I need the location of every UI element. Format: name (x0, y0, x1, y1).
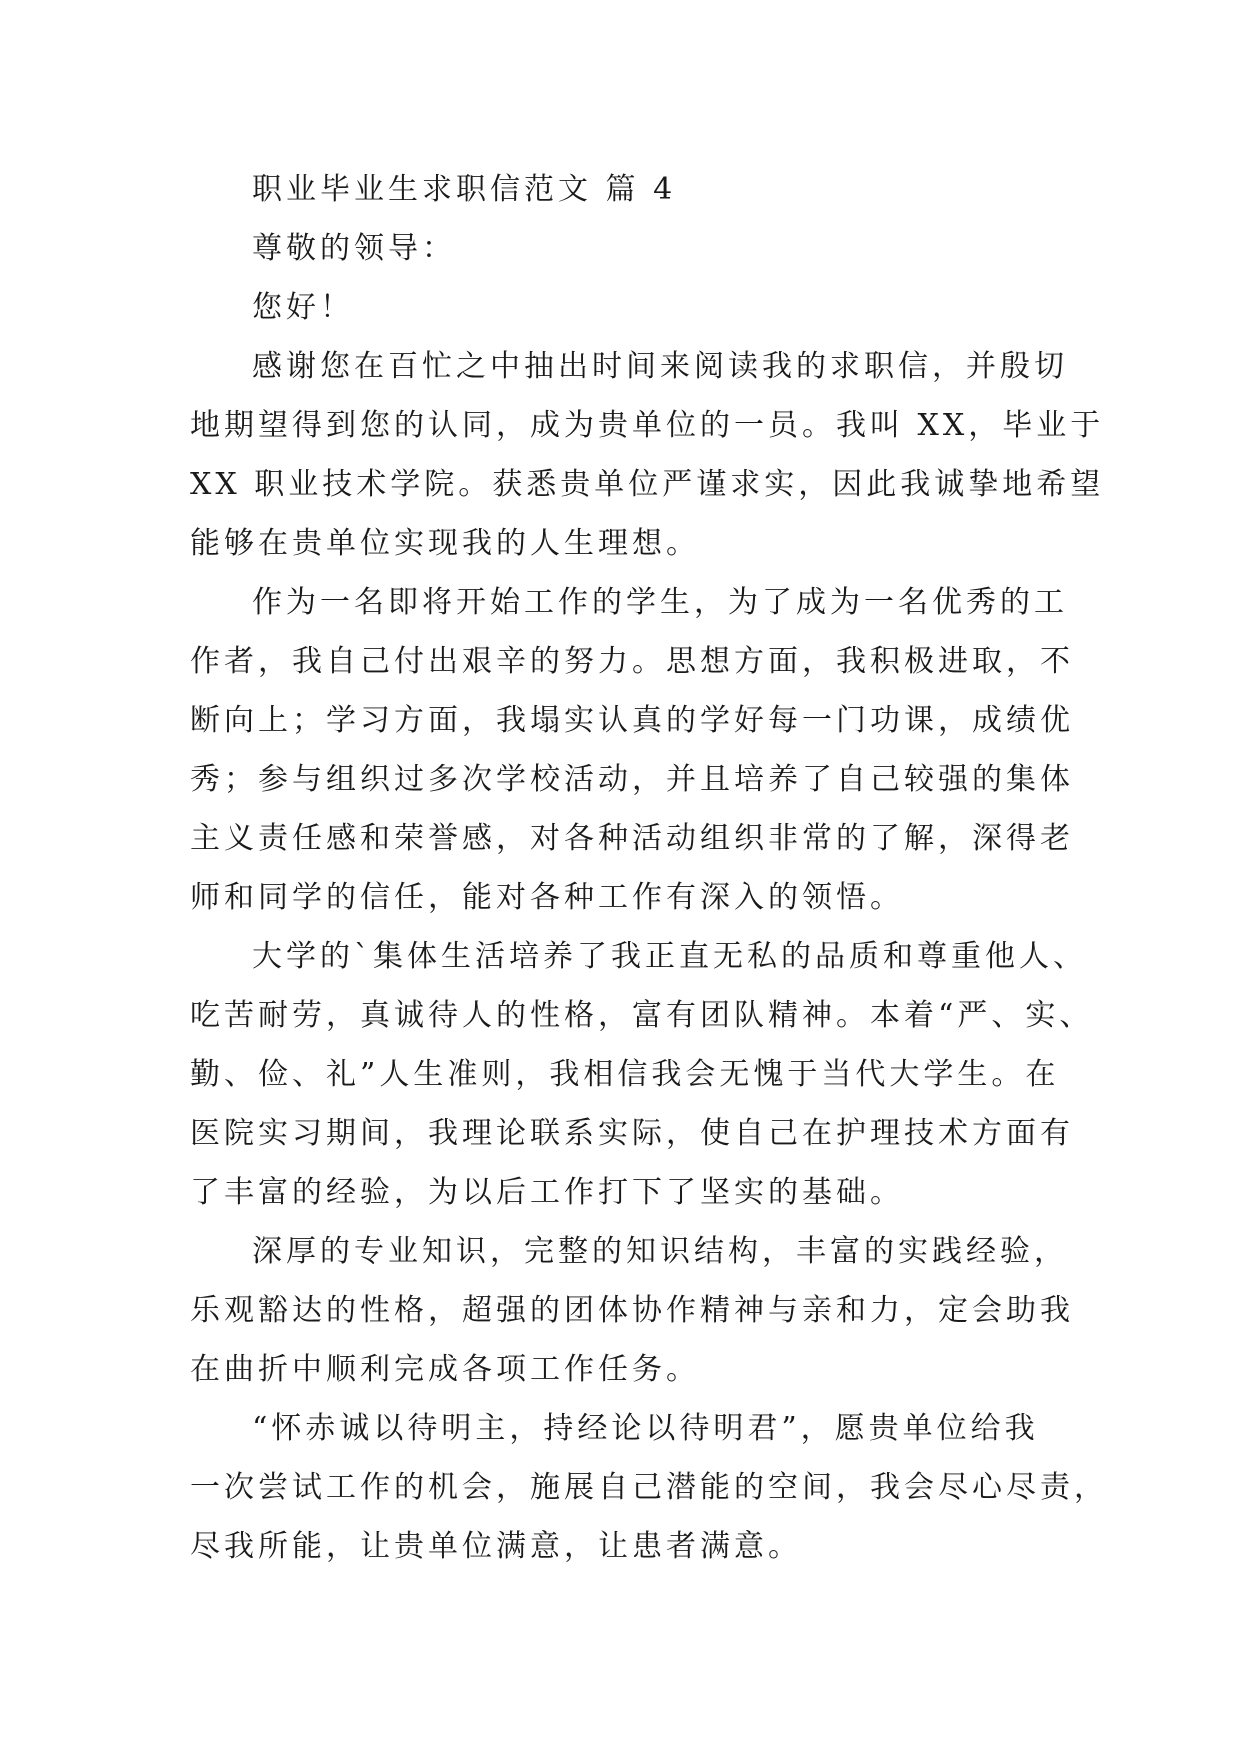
paragraph-line: 吃苦耐劳，真诚待人的性格，富有团队精神。本着“严、实、 (190, 998, 1094, 1033)
paragraph-4 (190, 1222, 1074, 1399)
paragraph-line: 作为一名即将开始工作的学生，为了成为一名优秀的工 (252, 585, 1068, 620)
greeting: 您好！ (252, 290, 354, 325)
paragraph-line: 了丰富的经验，为以后工作打下了坚实的基础。 (190, 1175, 904, 1210)
salutation: 尊敬的领导： (252, 231, 456, 266)
paragraph-5 (190, 1399, 1108, 1576)
letter-body (190, 160, 1108, 1576)
paragraph-line: 尽我所能，让贵单位满意，让患者满意。 (190, 1529, 802, 1564)
paragraph-line: “怀赤诚以待明主，持经论以待明君”，愿贵单位给我 (252, 1411, 1039, 1446)
paragraph-line: 深厚的专业知识，完整的知识结构，丰富的实践经验， (252, 1234, 1068, 1269)
paragraph-line: 秀；参与组织过多次学校活动，并且培养了自己较强的集体 (190, 762, 1074, 797)
paragraph-line: 大学的`集体生活培养了我正直无私的品质和尊重他人、 (252, 939, 1087, 974)
paragraph-1 (190, 337, 1105, 573)
paragraph-line: 乐观豁达的性格，超强的团体协作精神与亲和力，定会助我 (190, 1293, 1074, 1328)
paragraph-3 (190, 927, 1094, 1222)
paragraph-line: 勤、俭、礼”人生准则，我相信我会无愧于当代大学生。在 (190, 1057, 1060, 1092)
paragraph-line: 师和同学的信任，能对各种工作有深入的领悟。 (190, 880, 904, 915)
paragraph-line: 感谢您在百忙之中抽出时间来阅读我的求职信，并殷切 (252, 349, 1068, 384)
paragraph-line: 断向上；学习方面，我塌实认真的学好每一门功课，成绩优 (190, 703, 1074, 738)
paragraph-line: 能够在贵单位实现我的人生理想。 (190, 526, 700, 561)
paragraph-line: 一次尝试工作的机会，施展自己潜能的空间，我会尽心尽责， (190, 1470, 1108, 1505)
paragraph-line: 地期望得到您的认同，成为贵单位的一员。我叫 XX，毕业于 (190, 408, 1105, 443)
paragraph-line: 在曲折中顺利完成各项工作任务。 (190, 1352, 700, 1387)
paragraph-line: 主义责任感和荣誉感，对各种活动组织非常的了解，深得老 (190, 821, 1074, 856)
paragraph-line: XX 职业技术学院。获悉贵单位严谨求实，因此我诚挚地希望 (190, 467, 1105, 502)
document-title: 职业毕业生求职信范文 篇 4 (252, 172, 677, 207)
paragraph-line: 医院实习期间，我理论联系实际，使自己在护理技术方面有 (190, 1116, 1074, 1151)
paragraph-line: 作者，我自己付出艰辛的努力。思想方面，我积极进取，不 (190, 644, 1074, 679)
paragraph-2 (190, 573, 1074, 927)
